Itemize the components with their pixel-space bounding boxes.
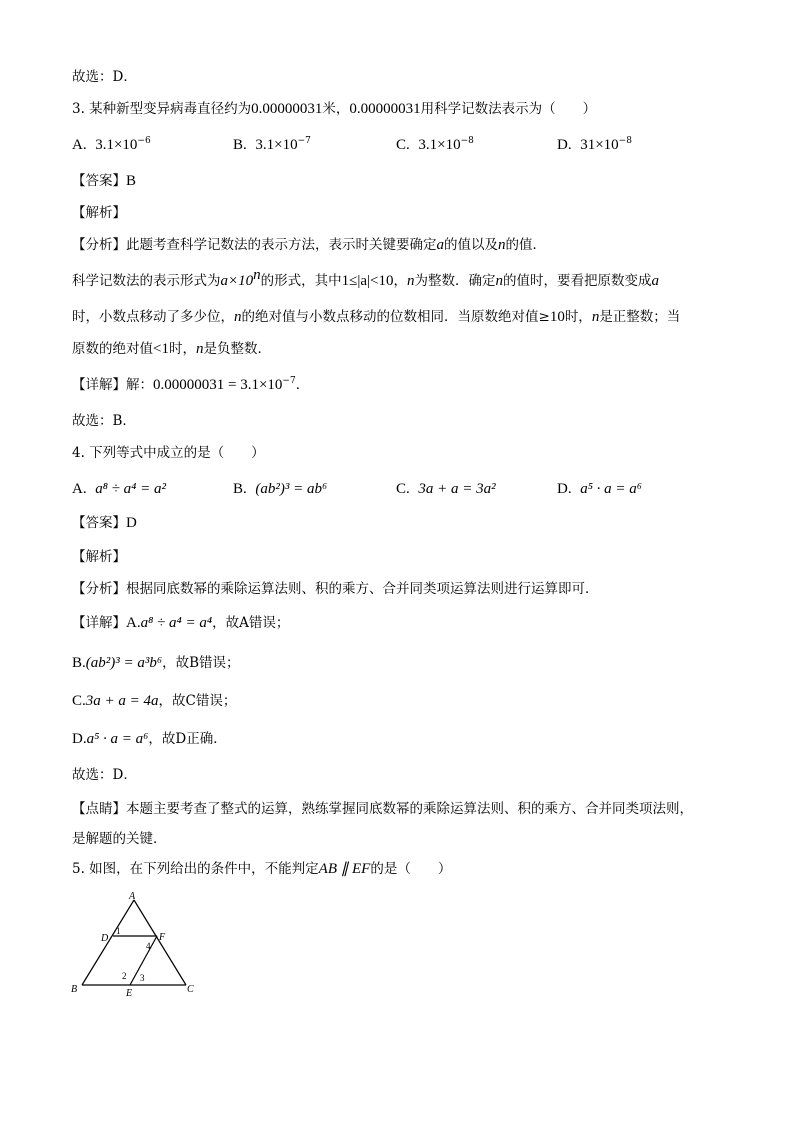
label-e: E (126, 988, 133, 999)
q4-dianjing-cont: 是解题的关键． (72, 831, 167, 847)
angle-1: 1 (116, 926, 121, 936)
label-a: A (129, 891, 136, 902)
q3-stem: 3. 某种新型变异病毒直径约为0.00000031米，0.00000031用科学记数法表示为（ ） (72, 101, 597, 117)
label-b: B (71, 984, 78, 995)
q4-answer: 【答案】D (72, 515, 137, 531)
q4-conclusion: 故选：D． (72, 767, 137, 783)
q4-option-d: D. a⁵ · a = a⁶ (557, 481, 642, 497)
q3-conclusion: 故选：B． (72, 413, 136, 429)
q3-answer: 【答案】B (72, 173, 137, 189)
q4-detail-c: C.3a + a = 4a，故C错误； (72, 693, 237, 709)
q3-analysis-label: 【解析】 (72, 205, 126, 221)
label-f: F (159, 932, 166, 943)
label-c: C (187, 984, 194, 995)
q3-option-c: C. $3.1\times 10^{-8}$ (396, 136, 474, 153)
q3-explain-line-3: 原数的绝对值<1时，n是负整数． (72, 341, 271, 357)
q4-stem: 4. 下列等式中成立的是（ ） (72, 445, 265, 461)
q3-option-d: D. $31\times 10^{-8}$ (557, 136, 632, 153)
q4-dianjing: 【点睛】本题主要考查了整式的运算，熟练掌握同底数幂的乘除运算法则、积的乘方、合并同类项法则， (72, 801, 693, 817)
q4-option-b: B. (ab²)³ = ab⁶ (233, 481, 328, 497)
q3-explain-line-1: 科学记数法的表示形式为$a\times 10^n$的形式，其中1≤|a|<10，n为整数．确定n的值时，要看把原数变成a (72, 267, 659, 289)
q4-detail-b: B.(ab²)³ = a³b⁶，故B错误； (72, 655, 240, 671)
angle-3: 3 (140, 973, 145, 983)
q4-detail-a: 【详解】A.a⁸ ÷ a⁴ = a⁴，故A错误； (72, 615, 290, 631)
q4-analysis-label: 【解析】 (72, 549, 126, 565)
q4-option-c: C. 3a + a = 3a² (396, 481, 496, 497)
q5-triangle-figure (70, 890, 200, 1000)
q3-detail: 【详解】解：$0.00000031 = 3.1\times 10^{-7}$． (72, 376, 310, 393)
angle-4: 4 (146, 941, 151, 951)
q4-detail-d: D.a⁵ · a = a⁶，故D正确． (72, 731, 227, 747)
q4-option-a: A. a⁸ ÷ a⁴ = a² (72, 481, 166, 497)
q2-conclusion: 故选：D． (72, 69, 137, 85)
label-d: D (101, 933, 109, 944)
q3-fenxi: 【分析】此题考查科学记数法的表示方法，表示时关键要确定a的值以及n的值． (72, 237, 546, 253)
q4-fenxi: 【分析】根据同底数幂的乘除运算法则、积的乘方、合并同类项运算法则进行运算即可． (72, 581, 599, 597)
q5-stem: 5. 如图，在下列给出的条件中，不能判定AB ∥ EF的是（ ） (72, 861, 452, 877)
q3-option-a: A. $3.1\times 10^{-6}$ (72, 136, 151, 153)
q3-option-b: B. $3.1\times 10^{-7}$ (233, 136, 311, 153)
q3-explain-line-2: 时，小数点移动了多少位，n的绝对值与小数点移动的位数相同．当原数绝对值≥10时，n是正整数；当 (72, 309, 681, 325)
angle-2: 2 (122, 971, 127, 981)
